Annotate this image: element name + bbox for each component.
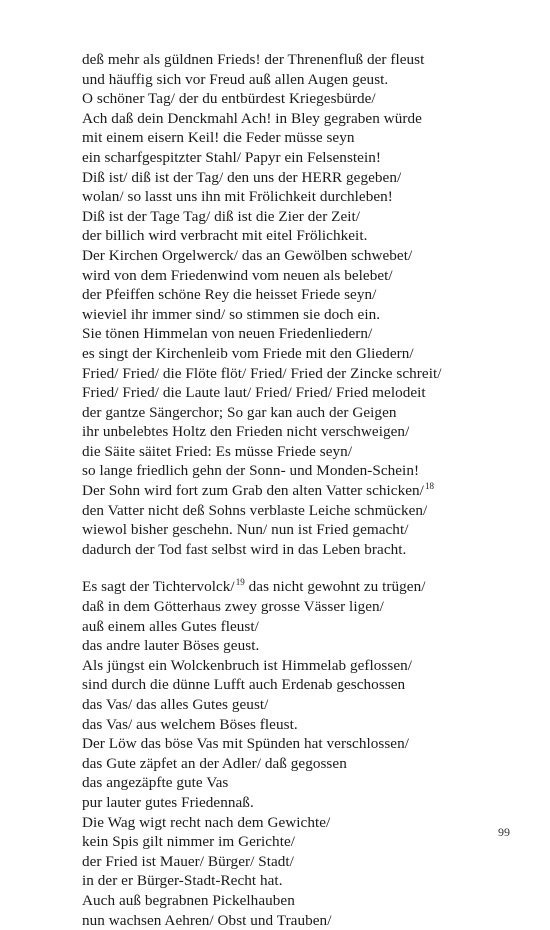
verse-line: wolan/ so lasst uns ihn mit Frölichkeit durchleben! xyxy=(82,188,393,206)
verse-line: so lange friedlich gehn der Sonn- und Monden-Schein! xyxy=(82,462,420,480)
verse-line-with-footnote xyxy=(82,481,522,501)
verse-line: Diß ist/ diß ist der Tag/ den uns der HERR gegeben/ xyxy=(82,168,402,186)
footnote-marker-18[interactable]: 18 xyxy=(424,481,435,492)
page-number: 99 xyxy=(498,825,510,839)
verse-line: die Säite säitet Fried: Es müsse Friede seyn/ xyxy=(82,442,353,460)
stanza-2 xyxy=(82,577,522,930)
verse-line: O schöner Tag/ der du entbürdest Kriegesbürde/ xyxy=(82,90,376,108)
verse-line: wird von dem Friedenwind vom neuen als belebet/ xyxy=(82,266,393,284)
verse-line-text: Der Sohn wird fort zum Grab den alten Vatter schicken/ xyxy=(82,482,424,500)
verse-line: und häuffig sich vor Freud auß allen Augen geust. xyxy=(82,70,389,88)
verse-line: das Vas/ aus welchem Böses fleust. xyxy=(82,715,298,733)
verse-line: der Fried ist Mauer/ Bürger/ Stadt/ xyxy=(82,852,294,870)
footnote-marker-19[interactable]: 19 xyxy=(235,577,245,588)
verse-line: Die Wag wigt recht nach dem Gewichte/ xyxy=(82,813,331,831)
verse-line: mit einem eisern Keil! die Feder müsse seyn xyxy=(82,129,355,147)
verse-line: ihr unbelebtes Holtz den Frieden nicht verschweigen/ xyxy=(82,423,410,441)
verse-line: das andre lauter Böses geust. xyxy=(82,637,260,655)
verse-line: es singt der Kirchenleib vom Friede mit den Gliedern/ xyxy=(82,344,414,362)
verse-line: Diß ist der Tage Tag/ diß ist die Zier der Zeit/ xyxy=(82,207,361,225)
verse-line: in der er Bürger-Stadt-Recht hat. xyxy=(82,872,283,890)
verse-line: das Gute zäpfet an der Adler/ daß gegossen xyxy=(82,754,347,772)
verse-line: das angezäpfte gute Vas xyxy=(82,774,229,792)
verse-line: pur lauter gutes Friedennaß. xyxy=(82,793,254,811)
verse-line: der gantze Sängerchor; So gar kan auch der Geigen xyxy=(82,403,397,421)
verse-line: Auch auß begrabnen Pickelhauben xyxy=(82,891,295,909)
verse-line: Als jüngst ein Wolckenbruch ist Himmelab geflossen/ xyxy=(82,656,413,674)
verse-line: auß einem alles Gutes fleust/ xyxy=(82,617,259,635)
verse-line: Sie tönen Himmelan von neuen Friedenliedern/ xyxy=(82,325,373,343)
verse-line-text: Es sagt der Tichtervolck/ xyxy=(82,578,235,596)
verse-line: kein Spis gilt nimmer im Gerichte/ xyxy=(82,833,296,851)
poem-text xyxy=(82,50,522,930)
verse-line: sind durch die dünne Lufft auch Erdenab geschossen xyxy=(82,676,406,694)
verse-line: das Vas/ das alles Gutes geust/ xyxy=(82,696,269,713)
verse-line: Ach daß dein Denckmahl Ach! in Bley gegraben würde xyxy=(82,109,422,127)
verse-line: der billich wird verbracht mit eitel Frölichkeit. xyxy=(82,227,368,245)
verse-line-text: das nicht gewohnt zu trügen/ xyxy=(244,578,426,596)
verse-line: dadurch der Tod fast selbst wird in das Leben bracht. xyxy=(82,540,407,558)
verse-line: Fried/ Fried/ die Flöte flöt/ Fried/ Fried der Zincke schreit/ xyxy=(82,364,442,382)
verse-line: Der Löw das böse Vas mit Spünden hat verschlossen/ xyxy=(82,735,410,753)
verse-line-with-footnote xyxy=(82,577,522,597)
verse-line: wiewol bisher geschehn. Nun/ nun ist Fried gemacht/ xyxy=(82,521,409,539)
stanza-1 xyxy=(82,50,522,559)
verse-line: wieviel ihr immer sind/ so stimmen sie doch ein. xyxy=(82,305,381,323)
verse-line: ein scharfgespitzter Stahl/ Papyr ein Felsenstein! xyxy=(82,148,381,166)
verse-line: deß mehr als güldnen Frieds! der Threnenfluß der fleust xyxy=(82,51,425,68)
verse-line: den Vatter nicht deß Sohns verblaste Leiche schmücken/ xyxy=(82,501,428,519)
verse-line: Der Kirchen Orgelwerck/ das an Gewölben schwebet/ xyxy=(82,246,413,264)
verse-line: nun wachsen Aehren/ Obst und Trauben/ xyxy=(82,911,332,929)
verse-line: der Pfeiffen schöne Rey die heisset Friede seyn/ xyxy=(82,286,377,304)
verse-line: daß in dem Götterhaus zwey grosse Vässer ligen/ xyxy=(82,598,384,616)
verse-line: Fried/ Fried/ die Laute laut/ Fried/ Fried/ Fried melodeit xyxy=(82,384,426,402)
